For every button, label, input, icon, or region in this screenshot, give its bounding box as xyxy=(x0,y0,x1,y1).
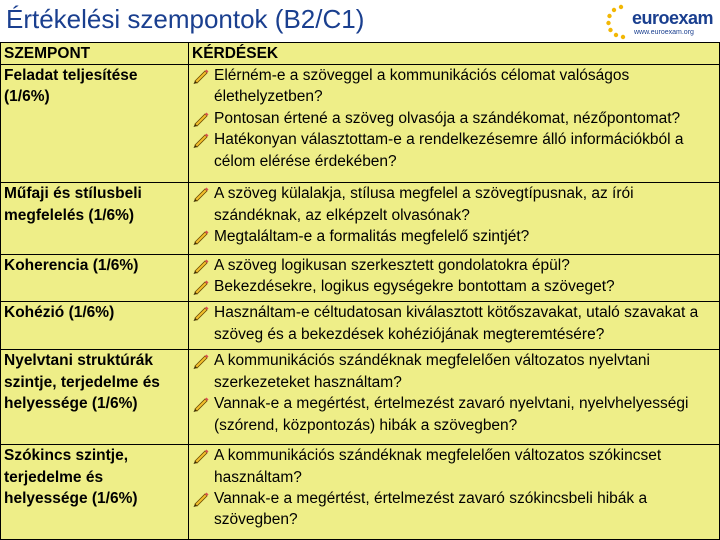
questions-cell xyxy=(189,302,720,350)
table-row xyxy=(1,183,720,254)
header-criterion: SZEMPONT xyxy=(1,43,189,65)
questions-cell xyxy=(189,445,720,540)
criteria-table xyxy=(0,42,720,540)
question-text: Vannak-e a megértést, értelmezést zavaró nyelvtani, nyelvhelyességi (szórend, központozás) hibák a szövegben? xyxy=(214,395,689,434)
question-item xyxy=(192,393,717,436)
question-text: Hatékonyan választottam-e a rendelkezésemre álló információkból a célom elérése érdekében? xyxy=(214,131,684,170)
pencil-icon xyxy=(192,396,210,412)
questions-cell xyxy=(189,350,720,445)
euroexam-logo xyxy=(606,2,718,42)
questions-cell xyxy=(189,254,720,302)
pencil-icon xyxy=(192,491,210,507)
criterion-cell xyxy=(1,350,189,445)
question-text: A kommunikációs szándéknak megfelelően változatos nyelvtani szerkezeteket használtam? xyxy=(214,352,650,391)
title-bar xyxy=(0,0,720,42)
logo-url: www.euroexam.org xyxy=(634,29,694,36)
table-header-row xyxy=(1,43,720,65)
table-row xyxy=(1,350,720,445)
question-item xyxy=(192,445,717,488)
table-row xyxy=(1,65,720,183)
question-item xyxy=(192,226,717,247)
pencil-icon xyxy=(192,111,210,127)
criterion-name: Kohézió (1/6%) xyxy=(4,304,115,322)
criterion-name: Koherencia (1/6%) xyxy=(4,256,139,274)
question-item xyxy=(192,108,717,129)
slide-title: Értékelési szempontok (B2/C1) xyxy=(6,4,365,34)
pencil-icon xyxy=(192,279,210,295)
pencil-icon xyxy=(192,305,210,321)
question-text: A szöveg külalakja, stílusa megfelel a szövegtípusnak, az írói szándéknak, az elképzelt olvasónak? xyxy=(214,185,634,224)
criterion-cell xyxy=(1,445,189,540)
question-item xyxy=(192,488,717,531)
pencil-icon xyxy=(192,186,210,202)
criterion-name: Műfaji és stílusbeli megfelelés (1/6%) xyxy=(4,185,142,224)
question-item xyxy=(192,255,717,276)
question-text: A kommunikációs szándéknak megfelelően változatos szókincset használtam? xyxy=(214,447,662,486)
pencil-icon xyxy=(192,353,210,369)
question-text: Használtam-e céltudatosan kiválasztott kötőszavakat, utaló szavakat a szöveg és a bekezdések kohéziójának megteremtésére? xyxy=(214,304,699,343)
question-item xyxy=(192,129,717,172)
question-item xyxy=(192,350,717,393)
question-text: Megtaláltam-e a formalitás megfelelő szintjét? xyxy=(214,228,530,245)
criterion-name: Feladat teljesítése (1/6%) xyxy=(4,67,138,106)
table-row xyxy=(1,254,720,302)
question-item xyxy=(192,276,717,297)
question-text: Pontosan értené a szöveg olvasója a szándékomat, nézőpontomat? xyxy=(214,109,681,127)
logo-wordmark: euroexam xyxy=(632,8,714,28)
criterion-cell xyxy=(1,183,189,254)
question-item xyxy=(192,183,717,226)
questions-cell xyxy=(189,183,720,254)
header-questions: KÉRDÉSEK xyxy=(189,43,720,65)
table-row xyxy=(1,445,720,540)
question-text: A szöveg logikusan szerkesztett gondolatokra épül? xyxy=(214,256,570,274)
question-text: Elérném-e a szöveggel a kommunikációs célomat valóságos élethelyzetben? xyxy=(214,67,630,106)
question-text: Bekezdésekre, logikus egységekre bontottam a szöveget? xyxy=(214,277,615,295)
criterion-name: Szókincs szintje, terjedelme és helyessége (1/6%) xyxy=(4,447,138,507)
criterion-name: Nyelvtani struktúrák szintje, terjedelme és helyessége (1/6%) xyxy=(4,352,160,413)
questions-cell xyxy=(189,65,720,183)
criterion-cell xyxy=(1,254,189,302)
pencil-icon xyxy=(192,448,210,464)
pencil-icon xyxy=(192,258,210,274)
question-item xyxy=(192,302,717,345)
question-text: Vannak-e a megértést, értelmezést zavaró szókincsbeli hibák a szövegben? xyxy=(214,490,648,529)
pencil-icon xyxy=(192,229,210,245)
criterion-cell xyxy=(1,302,189,350)
question-item xyxy=(192,65,717,108)
pencil-icon xyxy=(192,68,210,84)
criterion-cell xyxy=(1,65,189,183)
table-row xyxy=(1,302,720,350)
pencil-icon xyxy=(192,132,210,148)
